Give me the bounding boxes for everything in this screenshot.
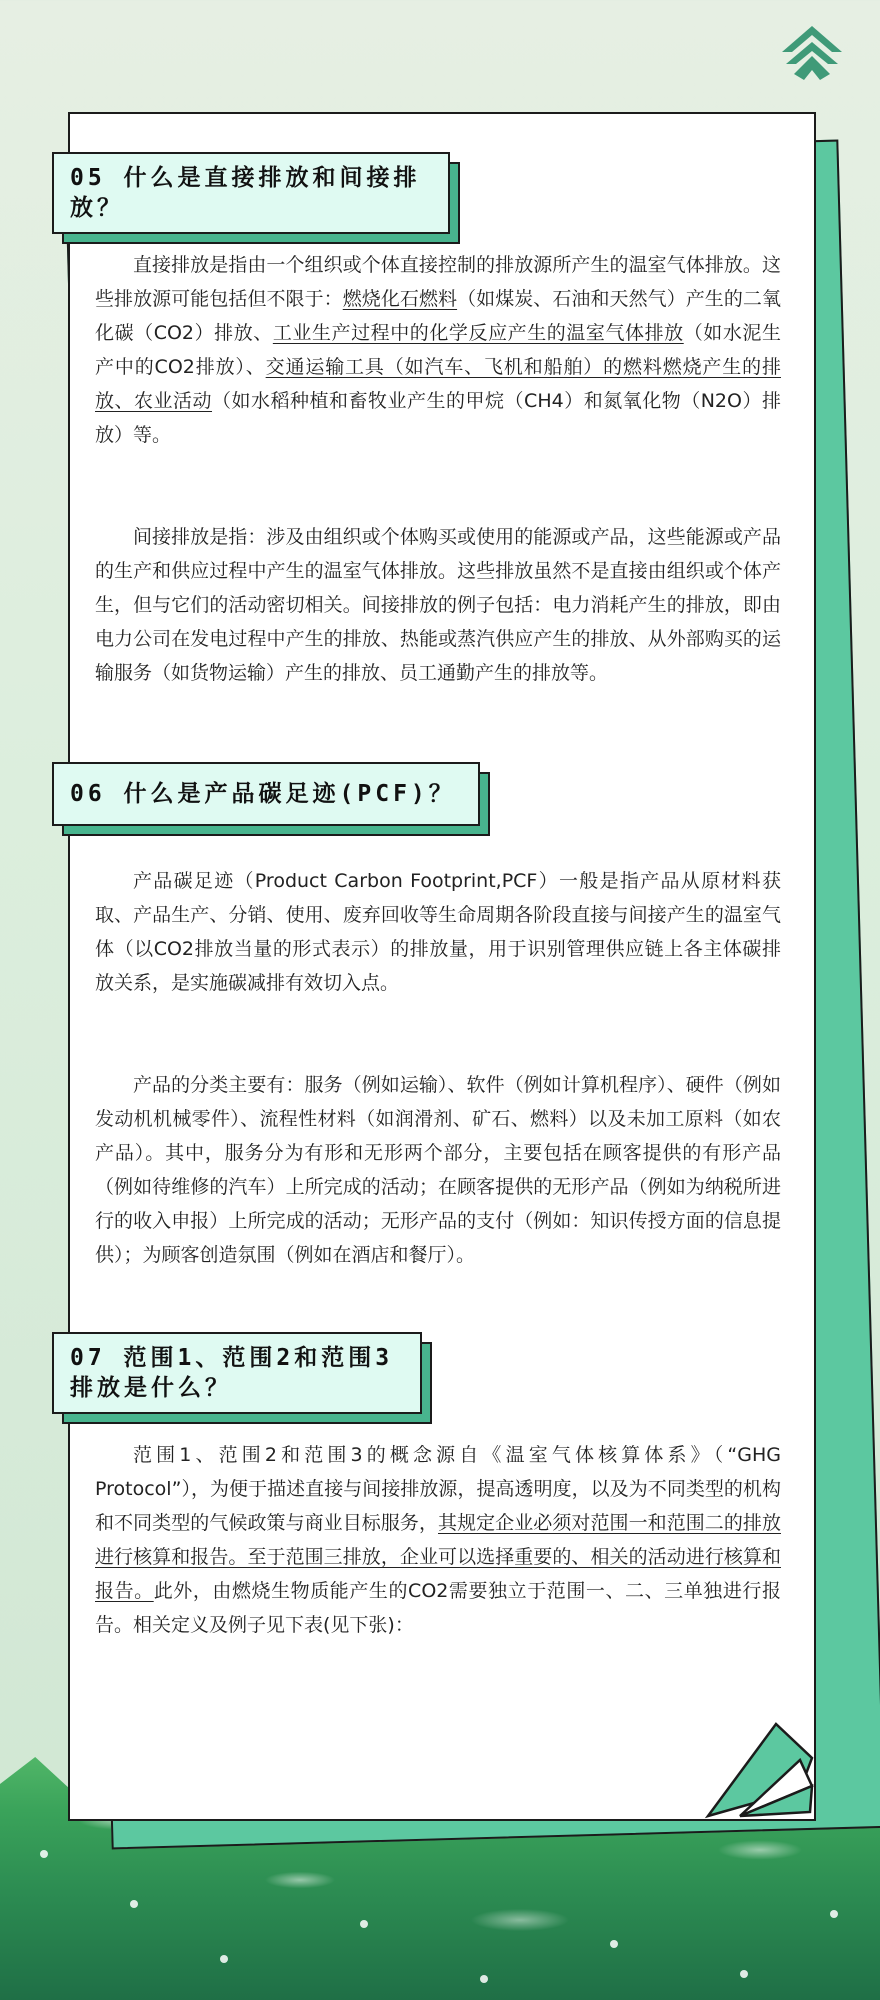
section-05-p1-segment: （如水泥生产中的CO2排放）、 — [95, 322, 781, 378]
flower-dot — [220, 1955, 228, 1963]
section-05-p1-segment: （如煤炭、石油和天然气）产生的二氧化碳（CO2）排放、 — [95, 288, 781, 344]
section-05-paragraph-2: 间接排放是指：涉及由组织或个体购买或使用的能源或产品，这些能源或产品的生产和供应过程中产生的温室气体排放。这些排放虽然不是直接由组织或个体产生，但与它们的活动密切相关。间接排放的例子包括：电力消耗产生的排放，即由电力公司在发电过程中产生的排放、热能或蒸汽供应产生的排放、从外部购买的运输服务（如货物运输）产生的排放、员工通勤产生的排放等。 — [95, 526, 781, 684]
flower-dot — [360, 1920, 368, 1928]
section-05-p1-segment: （如水稻种植和畜牧业产生的甲烷（CH4）和氮氧化物（N2O）排放）等。 — [95, 390, 781, 446]
flower-dot — [740, 1970, 748, 1978]
section-05-p1-segment-underlined: 交通运输工具（如汽车、飞机和船舶）的燃料燃烧产生的排放、农业活动 — [95, 356, 781, 412]
logo-icon — [780, 24, 844, 82]
section-05-p1-segment-underlined: 工业生产过程中的化学反应产生的温室气体排放 — [272, 322, 684, 344]
page-fold-icon — [700, 1720, 816, 1820]
section-06-heading-block — [52, 762, 480, 826]
section-07-heading-block — [52, 1332, 422, 1414]
section-07-p1-segment-underlined: 其规定企业必须对范围一和范围二的排放进行核算和报告。至于范围三排放，企业可以选择重要的、相关的活动进行核算和报告。 — [95, 1512, 781, 1602]
section-05-paragraph-1 — [95, 248, 781, 452]
section-07-p1-segment: 范围1、范围2和范围3的概念源自《温室气体核算体系》（“GHG Protocol”），为便于描述直接与间接排放源，提高透明度，以及为不同类型的机构和不同类型的气候政策与商业目标服务， — [95, 1444, 781, 1534]
section-05-heading: 05 什么是直接排放和间接排放？ — [52, 152, 450, 234]
section-07-p1-segment: 此外，由燃烧生物质能产生的CO2需要独立于范围一、二、三单独进行报告。相关定义及例子见下表(见下张)： — [95, 1580, 781, 1636]
section-06-paragraph-2: 产品的分类主要有：服务（例如运输）、软件（例如计算机程序）、硬件（例如发动机机械零件）、流程性材料（如润滑剂、矿石、燃料）以及未加工原料（如农产品）。其中，服务分为有形和无形两个部分，主要包括在顾客提供的有形产品（例如待维修的汽车）上所完成的活动；在顾客提供的无形产品（例如为纳税所进行的收入申报）上所完成的活动；无形产品的支付（例如：知识传授方面的信息提供）；为顾客创造氛围（例如在酒店和餐厅）。 — [95, 1074, 781, 1266]
section-07-paragraph-1 — [95, 1438, 781, 1642]
flower-dot — [130, 1900, 138, 1908]
flower-dot — [830, 1910, 838, 1918]
section-07-heading: 07 范围1、范围2和范围3排放是什么？ — [52, 1332, 422, 1414]
section-06-paragraph-1: 产品碳足迹（Product Carbon Footprint,PCF）一般是指产品从原材料获取、产品生产、分销、使用、废弃回收等生命周期各阶段直接与间接产生的温室气体（以CO2排放当量的形式表示）的排放量，用于识别管理供应链上各主体碳排放关系，是实施碳减排有效切入点。 — [95, 870, 781, 994]
section-05-heading-block — [52, 152, 450, 234]
section-05-p1-segment-underlined: 燃烧化石燃料 — [342, 288, 458, 310]
flower-dot — [40, 1850, 48, 1858]
section-05-p1-segment: 直接排放是指由一个组织或个体直接控制的排放源所产生的温室气体排放。这些排放源可能包括但不限于： — [95, 254, 781, 310]
flower-dot — [480, 1975, 488, 1983]
flower-dot — [610, 1940, 618, 1948]
section-06-heading: 06 什么是产品碳足迹(PCF)？ — [52, 762, 480, 826]
